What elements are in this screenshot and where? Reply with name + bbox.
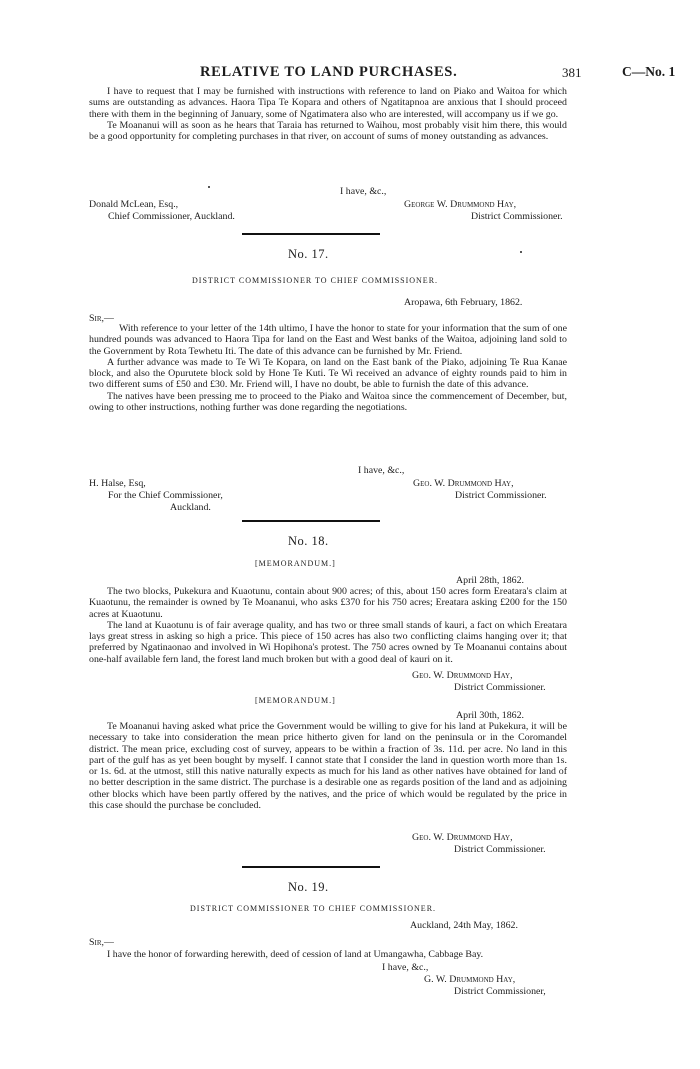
no-17-paragraph-1: With reference to your letter of the 14th ultimo, I have the honor to state for your information that the sum of one hundred pounds was advanced to Haora Tipa for land on the East and West banks of the Waitoa, adjoining land sold to the Government by Rota Tewhetu Iti. The date of this advance can be furnished by Mr. Friend. xyxy=(89,323,567,357)
no-18-memo2-heading: [MEMORANDUM.] xyxy=(255,696,336,705)
no-17-paragraph-3: The natives have been pressing me to proceed to the Piako and Waitoa since the commencement of December, but, owing to other instructions, nothing further was done regarding the negotiations. xyxy=(89,390,567,414)
letter-16-recipient-title: Chief Commissioner, Auckland. xyxy=(108,211,235,222)
no-18-paragraph-2: The land at Kuaotunu is of fair average quality, and has two or three small stands of kauri, a fact on which Ereatara lays great stress in asking so high a price. This piece of 150 acres has also two conflicting claims hanging over it; that preferred by Ngatinaonao and involved in Wi Hopihona's protest. The 750 acres owned by Te Moananui contains about one-half available fern land, the forest land much broken but with a good deal of kauri on it. xyxy=(89,619,567,665)
letter-16-paragraph-1: I have to request that I may be furnished with instructions with reference to land on Piako and Waitoa for which sums are outstanding as advances. Haora Tipa Te Kopara and others of Ngatitapnoa are anxious that I should proceed there with them in the beginning of January, some of Ngatimatera also who are interested, will accompany us if we go. xyxy=(89,86,567,120)
no-17-salutation: Sir,— xyxy=(89,313,114,324)
letter-16-recipient-name: Donald McLean, Esq., xyxy=(89,199,179,210)
no-19-closing: I have, &c., xyxy=(382,962,429,973)
no-17-sender-name: Geo. W. Drummond Hay, xyxy=(413,478,514,489)
no-19-salutation: Sir,— xyxy=(89,937,114,948)
section-divider xyxy=(242,866,380,868)
no-18-memo2-paragraph: Te Moananui having asked what price the Government would be willing to give for his land at Pukekura, it will be necessary to take into consideration the mean price hitherto given for land on the peninsula or in the Coromandel district. The mean price, excluding cost of survey, appears to be within a fraction of 3s. 11d. per acre. No land in this part of the gulf has as yet been bought by myself. I cannot state that I consider the land in question worth more than 1s. or 1s. 6d. at the utmost, still this native naturally expects as much for his land as other natives have obtained for land of no better description in the same district. The purchase is a desirable one as regards position of the land and as adjoining other blocks which have been partly offered by the natives, and the price of which would be regulated by the price in this case should the purchase be concluded. xyxy=(89,721,567,812)
section-divider xyxy=(242,520,380,522)
no-18-paragraph-1: The two blocks, Pukekura and Kuaotunu, contain about 900 acres; of this, about 150 acres form Ereatara's claim at Kuaotunu, the remainder is owned by Te Moananui, who asks £370 for his 750 acres; Ereatara asking £200 for the 150 acres at Kuaotunu. xyxy=(89,586,567,620)
no-19-dateline: Auckland, 24th May, 1862. xyxy=(410,920,518,931)
letter-16-body xyxy=(89,86,567,142)
no-17-recipient-place: Auckland. xyxy=(170,502,211,513)
page-number: 381 xyxy=(562,65,582,80)
running-title: RELATIVE TO LAND PURCHASES. xyxy=(200,64,458,80)
no-17-number: No. 17. xyxy=(288,247,329,261)
letter-16-sender-title: District Commissioner. xyxy=(471,211,563,222)
no-18-memo-heading: [MEMORANDUM.] xyxy=(255,559,336,568)
no-17-heading: DISTRICT COMMISSIONER TO CHIEF COMMISSIONER. xyxy=(192,276,439,285)
no-19-number: No. 19. xyxy=(288,880,329,894)
letter-16-closing: I have, &c., xyxy=(340,186,387,197)
letter-16-sender-name: George W. Drummond Hay, xyxy=(404,199,517,210)
no-17-paragraph-2: A further advance was made to Te Wi Te Kopara, on land on the East bank of the Piako, adjoining Te Rua Kanae block, and also the Opurutete block sold by Hone Te Kuti. Te Wi received an advance of eighty rounds paid to him in two different sums of £50 and £30. Mr. Friend will, I have no doubt, be able to furnish the date of this advance. xyxy=(89,356,567,391)
no-19-heading: DISTRICT COMMISSIONER TO CHIEF COMMISSIONER. xyxy=(190,904,437,913)
no-18-memo2-body xyxy=(89,721,567,811)
no-18-memo2-sender-name: Geo. W. Drummond Hay, xyxy=(412,832,513,843)
no-18-body xyxy=(89,586,567,665)
no-19-paragraph: I have the honor of forwarding herewith, deed of cession of land at Umangawha, Cabbage Bay. xyxy=(107,949,484,960)
series-number: C—No. 1 xyxy=(622,64,676,79)
no-17-sender-title: District Commissioner. xyxy=(455,490,547,501)
no-17-recipient-name: H. Halse, Esq, xyxy=(89,478,146,489)
no-18-memo2-dateline: April 30th, 1862. xyxy=(456,710,525,721)
no-18-sender-title: District Commissioner. xyxy=(454,682,546,693)
no-18-sender-name: Geo. W. Drummond Hay, xyxy=(412,670,513,681)
section-divider xyxy=(242,233,380,235)
stray-dot xyxy=(520,251,522,253)
no-17-body xyxy=(89,323,567,413)
letter-16-paragraph-2: Te Moananui will as soon as he hears that Taraia has returned to Waihou, most probably visit him there, this would be a good opportunity for completing purchases in that river, on account of sums of money outstanding as advances. xyxy=(89,119,567,143)
no-19-sender-title: District Commissioner, xyxy=(454,986,546,997)
no-17-dateline: Aropawa, 6th February, 1862. xyxy=(404,297,523,308)
no-17-recipient-title: For the Chief Commissioner, xyxy=(108,490,223,501)
stray-dot xyxy=(208,186,210,188)
no-18-dateline: April 28th, 1862. xyxy=(456,575,525,586)
no-19-sender-name: G. W. Drummond Hay, xyxy=(424,974,516,985)
no-17-closing: I have, &c., xyxy=(358,465,405,476)
no-18-memo2-sender-title: District Commissioner. xyxy=(454,844,546,855)
no-18-number: No. 18. xyxy=(288,534,329,548)
